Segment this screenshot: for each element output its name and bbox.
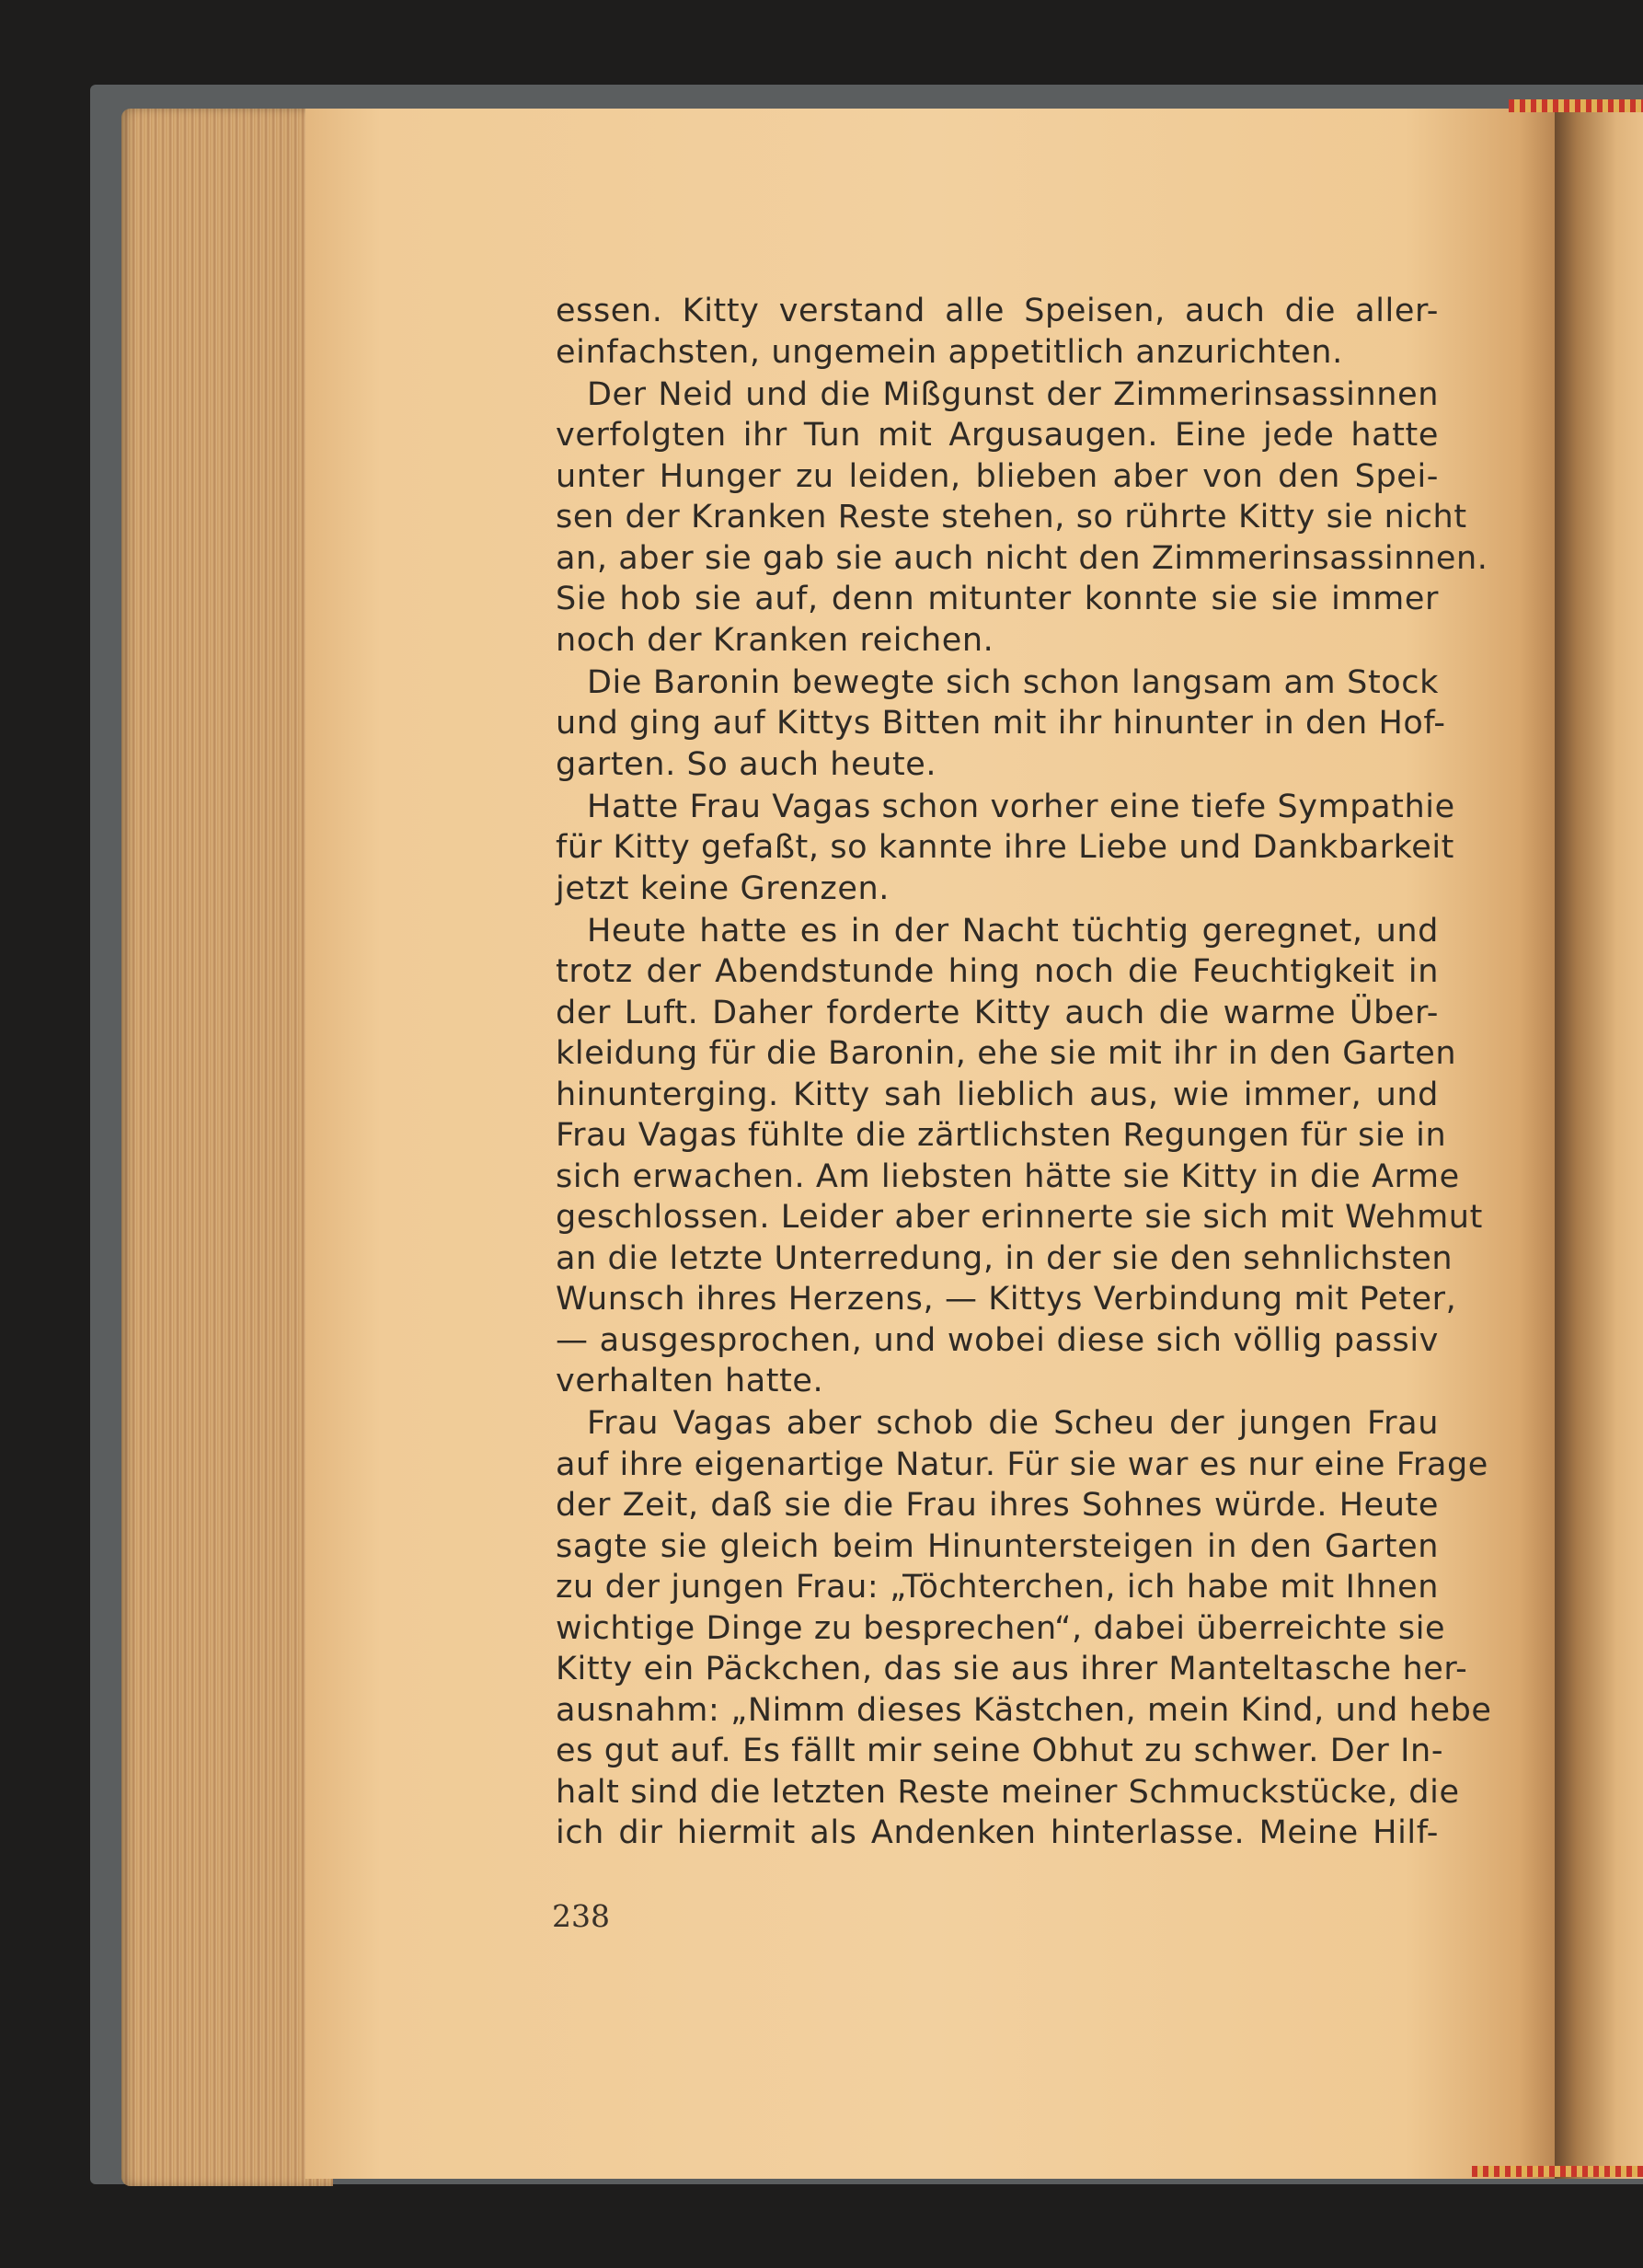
text-line: noch der Kranken reichen. bbox=[556, 621, 994, 659]
headband-top bbox=[1509, 99, 1643, 112]
text-line: garten. So auch heute. bbox=[556, 745, 937, 783]
text-line: Der Neid und die Mißgunst der Zimmerinsassinnen bbox=[587, 375, 1439, 413]
text-line: essen. Kitty verstand alle Speisen, auch die aller- bbox=[556, 293, 1439, 329]
text-line: auf ihre eigenartige Natur. Für sie war es nur eine Frage bbox=[556, 1445, 1488, 1483]
book-gutter bbox=[1555, 109, 1643, 2179]
text-line: Hatte Frau Vagas schon vorher eine tiefe Sympathie bbox=[587, 788, 1455, 825]
text-line: verfolgten ihr Tun mit Argusaugen. Eine jede hatte bbox=[556, 417, 1439, 454]
text-line: an die letzte Unterredung, in der sie den sehnlichsten bbox=[556, 1239, 1453, 1277]
page-edges bbox=[121, 109, 333, 2186]
paragraph bbox=[556, 1403, 1492, 1854]
text-line: ausnahm: „Nimm dieses Kästchen, mein Kind, und hebe bbox=[556, 1691, 1492, 1729]
body-text bbox=[556, 291, 1492, 1855]
text-line: zu der jungen Frau: „Töchterchen, ich habe mit Ihnen bbox=[556, 1569, 1439, 1606]
text-line: verhalten hatte. bbox=[556, 1363, 824, 1399]
text-line: Kitty ein Päckchen, das sie aus ihrer Manteltasche her- bbox=[556, 1651, 1468, 1687]
text-line: — ausgesprochen, und wobei diese sich völlig passiv bbox=[556, 1321, 1439, 1359]
page-number: 238 bbox=[552, 1898, 610, 1934]
text-line: Wunsch ihres Herzens, — Kittys Verbindung mit Peter, bbox=[556, 1281, 1457, 1318]
text-line: sich erwachen. Am liebsten hätte sie Kitty in die Arme bbox=[556, 1157, 1460, 1195]
text-line: kleidung für die Baronin, ehe sie mit ihr in den Garten bbox=[556, 1035, 1457, 1072]
text-line: Sie hob sie auf, denn mitunter konnte sie sie immer bbox=[556, 581, 1439, 617]
text-line: der Zeit, daß sie die Frau ihres Sohnes würde. Heute bbox=[556, 1487, 1439, 1524]
text-line: sagte sie gleich beim Hinuntersteigen in den Garten bbox=[556, 1527, 1439, 1565]
headband-bottom bbox=[1472, 2166, 1643, 2177]
text-line: für Kitty gefaßt, so kannte ihre Liebe und Dankbarkeit bbox=[556, 829, 1454, 866]
text-line: sen der Kranken Reste stehen, so rührte Kitty sie nicht bbox=[556, 499, 1467, 535]
paragraph bbox=[556, 374, 1488, 662]
text-line: halt sind die letzten Reste meiner Schmuckstücke, die bbox=[556, 1773, 1460, 1811]
paragraph bbox=[556, 787, 1455, 910]
paragraph bbox=[556, 911, 1483, 1402]
paragraph bbox=[556, 291, 1439, 373]
text-line: der Luft. Daher forderte Kitty auch die warme Über- bbox=[556, 994, 1439, 1031]
text-line: es gut auf. Es fällt mir seine Obhut zu schwer. Der In- bbox=[556, 1733, 1444, 1769]
text-line: Frau Vagas aber schob die Scheu der jungen Frau bbox=[587, 1405, 1439, 1442]
text-line: geschlossen. Leider aber erinnerte sie sich mit Wehmut bbox=[556, 1199, 1483, 1236]
text-line: hinunterging. Kitty sah lieblich aus, wie immer, und bbox=[556, 1076, 1439, 1113]
text-line: wichtige Dinge zu besprechen“, dabei überreichte sie bbox=[556, 1609, 1446, 1647]
text-line: Die Baronin bewegte sich schon langsam am Stock bbox=[587, 663, 1439, 701]
text-line: jetzt keine Grenzen. bbox=[556, 869, 890, 907]
text-line: und ging auf Kittys Bitten mit ihr hinunter in den Hof- bbox=[556, 705, 1446, 742]
text-line: Frau Vagas fühlte die zärtlichsten Regungen für sie in bbox=[556, 1117, 1447, 1154]
text-line: an, aber sie gab sie auch nicht den Zimmerinsassinnen. bbox=[556, 539, 1488, 577]
text-line: ich dir hiermit als Andenken hinterlasse. Meine Hilf- bbox=[556, 1814, 1439, 1851]
paragraph bbox=[556, 662, 1446, 786]
text-line: Heute hatte es in der Nacht tüchtig geregnet, und bbox=[587, 912, 1439, 950]
text-line: trotz der Abendstunde hing noch die Feuchtigkeit in bbox=[556, 953, 1439, 990]
text-line: unter Hunger zu leiden, blieben aber von den Spei- bbox=[556, 457, 1439, 495]
text-line: einfachsten, ungemein appetitlich anzurichten. bbox=[556, 333, 1343, 371]
